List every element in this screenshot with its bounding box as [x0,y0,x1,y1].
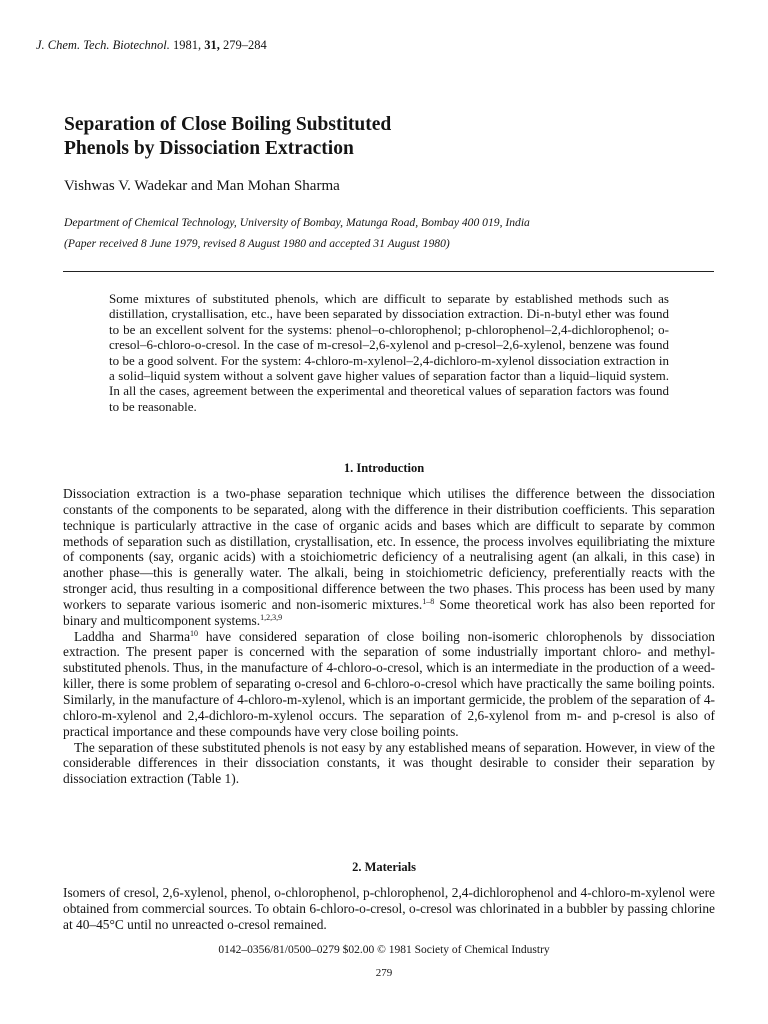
journal-volume: 31, [204,38,220,52]
intro-paragraph-3: The separation of these substituted phenols is not easy by any established means of separation. However, in view of the considerable differences in their dissociation constants, it was thought desirable to consider their separation by dissociation extraction (Table 1). [63,739,715,787]
title-line-1: Separation of Close Boiling Substituted [64,114,392,135]
paper-title [64,113,664,161]
author-affiliation: Department of Chemical Technology, University of Bombay, Matunga Road, Bombay 400 019, India [64,216,530,229]
intro-paragraph-2: Laddha and Sharma$^{10}$ have considered separation of close boiling non-isomeric chlorophenols by dissociation extraction. The present paper is concerned with the separation of some industrially important chloro- and methyl-substituted phenols. Thus, in the manufacture of 4-chloro-o-cresol, which is an intermediate in the production of a weed-killer, there is some problem of separating o-cresol and 6-chloro-o-cresol which have practically the same boiling points. Similarly, in the manufacture of 4-chloro-m-xylenol, which is an important germicide, the problem of the separation of 4-chloro-m-xylenol and 2,4-dichloro-m-xylenol occurs. The separation of 2,6-xylenol from m- and p-cresol is also of practical importance and these compounds have very close boiling points. [63,628,715,739]
reference-superscript: 1–8 [422,596,435,606]
paper-authors: Vishwas V. Wadekar and Man Mohan Sharma [64,178,340,194]
journal-year: 1981, [173,38,202,52]
copyright-line: 0142–0356/81/0500–0279 $02.00 © 1981 Society of Chemical Industry [218,944,550,956]
materials-paragraph: Isomers of cresol, 2,6-xylenol, phenol, o-chlorophenol, p-chlorophenol, 2,4-dichlorophenol and 4-chloro-m-xylenol were obtained from commercial sources. To obtain 6-chloro-o-cresol, o-cresol was chlorinated in a bubbler by passing chlorine at 40–45°C until no unreacted o-cresol remained. [63,885,715,932]
journal-pages: 279–284 [223,38,267,52]
abstract: Some mixtures of substituted phenols, which are difficult to separate by established methods such as distillation, crystallisation, etc., have been separated by dissociation extraction. Di-n-butyl ether was found to be an excellent solvent for the systems: phenol–o-chlorophenol; p-chlorophenol–2,4-dichlorophenol; o-cresol–6-chloro-o-cresol. In the case of m-cresol–2,6-xylenol and p-cresol–2,6-xylenol, benzene was found to be a good solvent. For the system: 4-chloro-m-xylenol–2,4-dichloro-m-xylenol dissociation extraction in a solid–liquid system without a solvent gave higher values of separation factor than a liquid–liquid system. In all the cases, agreement between the experimental and theoretical values of separation factors was found to be reasonable. [109,291,669,414]
title-line-2: Phenols by Dissociation Extraction [64,138,354,159]
reference-superscript: 1,2,3,9 [260,612,283,622]
journal-citation [36,38,267,53]
journal-name: J. Chem. Tech. Biotechnol. [36,38,170,52]
reference-superscript: 10 [190,628,199,638]
intro-paragraph-1: Dissociation extraction is a two-phase separation technique which utilises the difference between the dissociation constants of the components to be separated, along with the difference in their distribution coefficients. This separation technique is particularly attractive in the case of organic acids and bases which are difficult to separate by common methods of separation such as distillation, crystallisation, etc. In essence, the process involves equilibriating the mixture of components (say, organic acids) with a stoichiometric deficiency of a neutralising agent (an alkali, in this case) in another phase—this is generally water. The alkali, being in stoichiometric deficiency, preferentially reacts with the stronger acid, thus resulting in a compositional difference between the two phases. This process has been used by many workers to separate various isomeric and non-isomeric mixtures.$^{1-8}$ Some theoretical work has also been reported for binary and multicomponent systems.$^{1,2,3,9}$ [63,486,715,628]
section-heading-introduction: 1. Introduction [343,461,425,475]
introduction-text [63,486,715,787]
received-dates: (Paper received 8 June 1979, revised 8 August 1980 and accepted 31 August 1980) [64,237,450,250]
header-divider [63,271,714,272]
page-number: 279 [375,967,393,979]
section-heading-materials: 2. Materials [352,860,416,874]
